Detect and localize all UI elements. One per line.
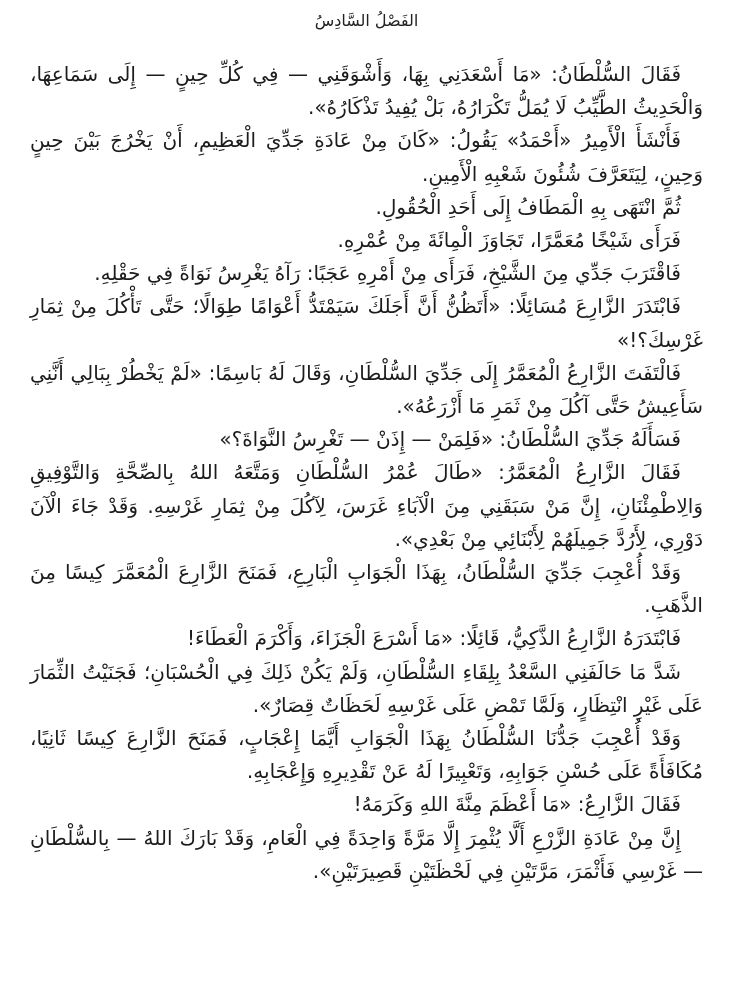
paragraph: فَاقْتَرَبَ جَدِّي مِنَ الشَّيْخِ، فَرَأَى مِنْ أَمْرِهِ عَجَبًا: رَآهُ يَغْرِسُ نَوَاةً فِي حَقْلِهِ.: [94, 261, 681, 286]
paragraph: فَقَالَ الزَّارِعُ الْمُعَمَّرُ: «طَالَ عُمْرُ السُّلْطَانِ وَمَتَّعَهُ اللهُ بِالصِّحَّةِ وَالتَّوْفِيقِ وَالِاطْمِئْنَانِ، إِنَّ مَنْ سَبَقَنِي مِنَ الْآبَاءِ غَرَسَ، لِآكُلَ مِنْ ثِمَارِ غَرْسِهِ. وَقَدْ جَاءَ الْآنَ دَوْرِي، لِأَرُدَّ جَمِيلَهُمْ لِأَبْنَائِي مِنْ بَعْدِي».: [30, 460, 703, 551]
paragraph: إِنَّ مِنْ عَادَةِ الزَّرْعِ أَلَّا يُثْمِرَ إِلَّا مَرَّةً وَاحِدَةً فِي الْعَامِ، وَقَدْ بَارَكَ اللهُ — بِالسُّلْطَانِ — غَرْسِي فَأَثْمَرَ، مَرَّتَيْنِ فِي لَحْظَتَيْنِ قَصِيرَتَيْنِ».: [30, 825, 703, 883]
paragraph: فَقَالَ السُّلْطَانُ: «مَا أَسْعَدَنِي بِهَا، وَأَشْوَقَنِي — فِي كُلِّ حِينٍ — إِلَى سَمَاعِهَا، وَالْحَدِيثُ الطَّيِّبُ لَا يُمَلُّ تَكْرَارُهُ، بَلْ يُفِيدُ تَذْكَارُهُ».: [30, 62, 703, 120]
paragraph: فَأَنْشَأَ الْأَمِيرُ «أَحْمَدُ» يَقُولُ: «كَانَ مِنْ عَادَةِ جَدِّيَ الْعَظِيمِ، أَنْ يَخْرُجَ بَيْنَ حِينٍ وَحِينٍ، لِيَتَعَرَّفَ شُئُونَ شَعْبِهِ الْأَمِينِ.: [30, 128, 703, 186]
paragraph: وَقَدْ أُعْجِبَ جَدِّيَ السُّلْطَانُ، بِهَذَا الْجَوَابِ الْبَارِعِ، فَمَنَحَ الزَّارِعَ الْمُعَمَّرَ كِيسًا مِنَ الذَّهَبِ.: [30, 560, 703, 618]
paragraph: فَالْتَفَتَ الزَّارِعُ الْمُعَمَّرُ إِلَى جَدِّيَ السُّلْطَانِ، وَقَالَ لَهُ بَاسِمًا: «لَمْ يَخْطُرْ بِبَالِي أَنَّنِي سَأَعِيشُ حَتَّى آكُلَ مِنْ ثَمَرِ مَا أَزْرَعُهُ».: [30, 360, 703, 419]
paragraph: فَابْتَدَرَ الزَّارِعَ مُسَائِلًا: «أَتَظُنُّ أَنَّ أَجَلَكَ سَيَمْتَدُّ أَعْوَامًا طِوَالًا؛ حَتَّى تَأْكُلَ مِنْ ثِمَارِ غَرْسِكَ؟!»: [30, 294, 703, 352]
paragraph: فَابْتَدَرَهُ الزَّارِعُ الذَّكِيُّ، قَائِلًا: «مَا أَسْرَعَ الْجَزَاءَ، وَأَكْرَمَ الْعَطَاءَ!: [187, 626, 681, 651]
paragraph: شَدَّ مَا حَالَفَنِي السَّعْدُ بِلِقَاءِ السُّلْطَانِ، وَلَمْ يَكُنْ ذَلِكَ فِي الْحُسْبَانِ؛ فَجَنَيْتُ الثِّمَارَ عَلَى غَيْرِ انْتِظَارٍ، وَلَمَّا تَمْضِ عَلَى غَرْسِهِ لَحَظَاتٌ قِصَارٌ».: [30, 659, 703, 717]
chapter-title: الفَصْلُ السَّادِسُ: [314, 11, 419, 30]
paragraph: وَقَدْ أُعْجِبَ جَدُّنَا السُّلْطَانُ بِهَذَا الْجَوَابِ أَيَّمَا إِعْجَابٍ، فَمَنَحَ الزَّارِعَ كِيسًا ثَانِيًا، مُكَافَأَةً عَلَى حُسْنِ جَوَابِهِ، وَتَعْبِيرًا لَهُ عَنْ تَقْدِيرِهِ وَإِعْجَابِهِ.: [30, 726, 703, 784]
paragraph: فَقَالَ الزَّارِعُ: «مَا أَعْظَمَ مِنَّةَ اللهِ وَكَرَمَهُ!: [353, 792, 681, 817]
chapter-body: [30, 58, 703, 888]
paragraph: ثُمَّ انْتَهَى بِهِ الْمَطَافُ إِلَى أَحَدِ الْحُقُولِ.: [375, 194, 681, 219]
paragraph: فَسَأَلَهُ جَدِّيَ السُّلْطَانُ: «فَلِمَنْ — إِذَنْ — تَغْرِسُ النَّوَاةَ؟»: [219, 427, 681, 452]
paragraph: فَرَأَى شَيْخًا مُعَمَّرًا، تَجَاوَزَ الْمِائَةَ مِنْ عُمْرِهِ.: [337, 228, 681, 253]
